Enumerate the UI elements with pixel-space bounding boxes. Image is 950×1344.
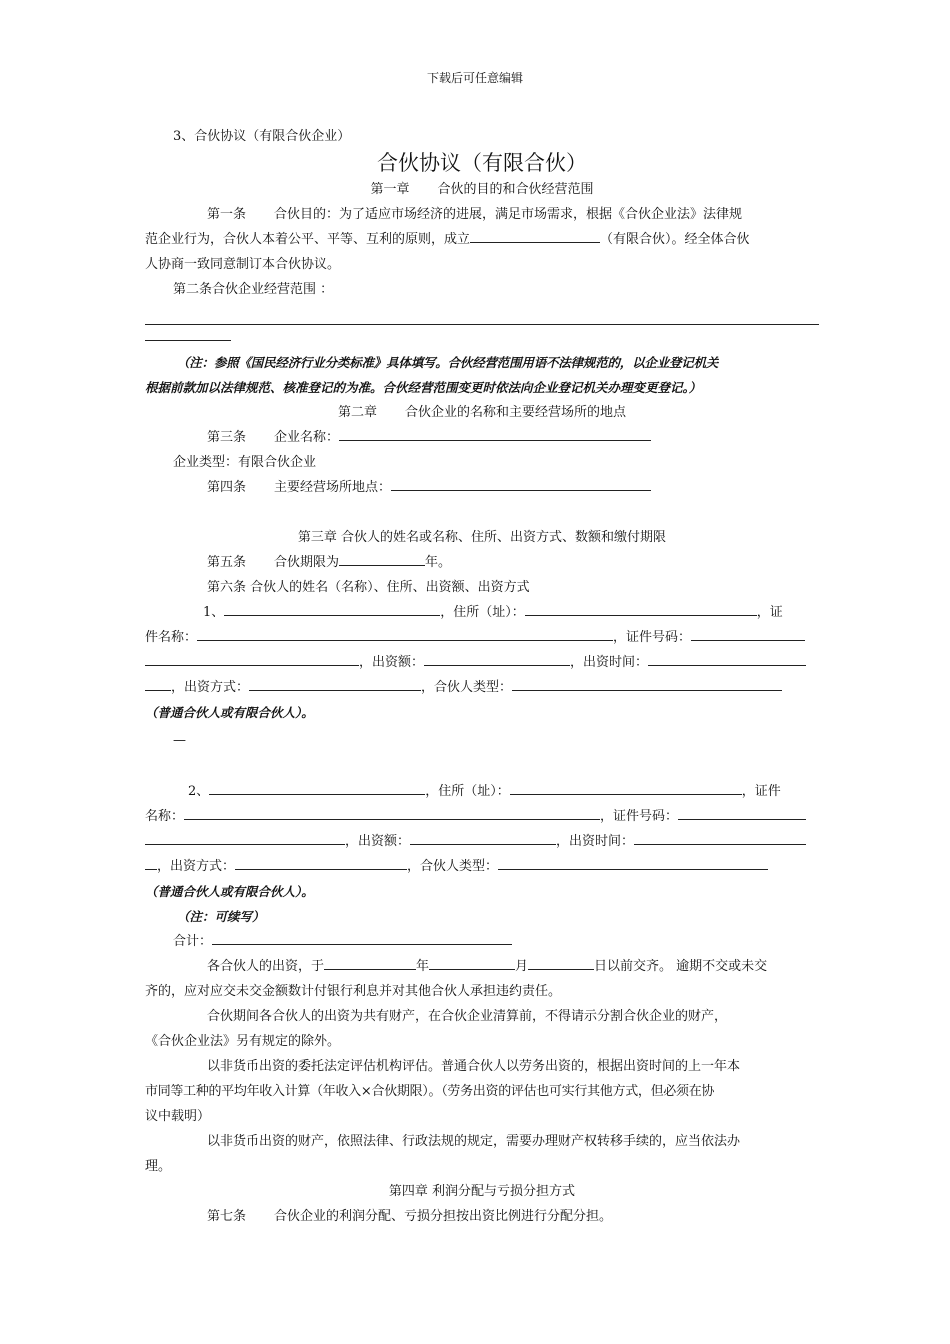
note-1-line-1: （注：参照《国民经济行业分类标准》具体填写。合伙经营范围用语不法律规范的，以企业登记机关 bbox=[177, 355, 719, 370]
partner-2-time-blank[interactable] bbox=[634, 830, 806, 845]
partner-2-line-2: 名称： ，证件号码： bbox=[145, 804, 819, 829]
partner-1-line-1: 1、 ，住所（址）： ，证 bbox=[145, 600, 819, 625]
partner-2-method-blank[interactable] bbox=[235, 855, 407, 870]
section-label: 3、合伙协议（有限合伙企业） bbox=[173, 129, 351, 144]
partner-1-type-note: （普通合伙人或有限合伙人）。 bbox=[145, 705, 314, 720]
partnership-name-blank[interactable] bbox=[470, 228, 600, 243]
eval-line-2: 市同等工种的平均年收入计算（年收入×合伙期限）。（劳务出资的评估也可实行其他方式，但必须在协 bbox=[145, 1084, 715, 1099]
business-address-blank[interactable] bbox=[391, 476, 651, 491]
term-years-blank[interactable] bbox=[339, 551, 425, 566]
article-1-line-2: 范企业行为，合伙人本着公平、平等、互利的原则，成立 （有限合伙）。经全体合伙 bbox=[145, 227, 819, 252]
business-scope-blank-2[interactable] bbox=[145, 325, 819, 350]
total-line: 合计： bbox=[145, 929, 819, 954]
partner-2-type-blank[interactable] bbox=[498, 855, 768, 870]
enterprise-type: 企业类型：有限合伙企业 bbox=[173, 455, 317, 470]
article-6: 第六条 合伙人的姓名（名称）、住所、出资额、出资方式 bbox=[207, 580, 530, 595]
property-line-1: 合伙期间各合伙人的出资为共有财产，在合伙企业清算前，不得请示分割合伙企业的财产， bbox=[207, 1009, 728, 1024]
page-header: 下载后可任意编辑 bbox=[426, 71, 523, 85]
partner-1-method-blank[interactable] bbox=[249, 676, 421, 691]
note-1-line-2: 根据前款加以法律规范、核准登记的为准。合伙经营范围变更时依法向企业登记机关办理变更登记。） bbox=[145, 380, 702, 395]
article-4: 第四条 主要经营场所地点： bbox=[145, 475, 819, 500]
article-1-line-3: 人协商一致同意制订本合伙协议。 bbox=[145, 257, 341, 272]
eval-line-1: 以非货币出资的委托法定评估机构评估。普通合伙人以劳务出资的，根据出资时间的上一年本 bbox=[207, 1059, 741, 1074]
total-blank[interactable] bbox=[212, 930, 512, 945]
partner-1-name-blank[interactable] bbox=[224, 601, 440, 616]
pay-year-blank[interactable] bbox=[324, 955, 416, 970]
partner-1-cert-no-blank[interactable] bbox=[691, 626, 805, 641]
article-5: 第五条 合伙期限为 年。 bbox=[145, 550, 819, 575]
transfer-line-2: 理。 bbox=[145, 1159, 172, 1174]
partner-2-amount-blank[interactable] bbox=[410, 830, 556, 845]
business-scope-blank[interactable] bbox=[145, 302, 819, 325]
partner-1-cert-no-blank-2[interactable] bbox=[145, 651, 359, 666]
article-1-line-1: 第一条 合伙目的：为了适应市场经济的进展，满足市场需求，根据《合伙企业法》法律规 bbox=[207, 207, 743, 222]
partner-1-address-blank[interactable] bbox=[525, 601, 757, 616]
partner-2-type-note: （普通合伙人或有限合伙人）。 bbox=[145, 884, 314, 899]
partner-1-time-blank-2[interactable] bbox=[145, 676, 171, 691]
partner-1-line-3: ，出资额： ，出资时间： bbox=[145, 650, 819, 675]
chapter-1-heading: 第一章 合伙的目的和合伙经营范围 bbox=[370, 182, 594, 197]
partner-1-cert-name-blank[interactable] bbox=[197, 626, 613, 641]
chapter-2-heading: 第二章 合伙企业的名称和主要经营场所的地点 bbox=[337, 405, 627, 420]
partner-2-cert-name-blank[interactable] bbox=[184, 805, 600, 820]
partner-2-line-1: 2、 ，住所（址）： ，证件 bbox=[145, 779, 819, 804]
partner-1-amount-blank[interactable] bbox=[424, 651, 570, 666]
chapter-3-heading: 第三章 合伙人的姓名或名称、住所、出资方式、数额和缴付期限 bbox=[297, 530, 667, 545]
transfer-line-1: 以非货币出资的财产，依照法律、行政法规的规定，需要办理财产权转移手续的，应当依法办 bbox=[207, 1134, 741, 1149]
partner-2-time-blank-2[interactable] bbox=[145, 855, 157, 870]
article-3: 第三条 企业名称： bbox=[145, 425, 819, 450]
property-line-2: 《合伙企业法》另有规定的除外。 bbox=[145, 1034, 341, 1049]
partner-2-cert-no-blank-2[interactable] bbox=[145, 830, 345, 845]
partner-1-time-blank[interactable] bbox=[648, 651, 806, 666]
partner-2-line-4: ，出资方式： ，合伙人类型： bbox=[145, 854, 819, 879]
payment-line-2: 齐的，应对应交未交金额数计付银行利息并对其他合伙人承担违约责任。 bbox=[145, 984, 562, 999]
chapter-4-heading: 第四章 利润分配与亏损分担方式 bbox=[388, 1184, 576, 1199]
enterprise-name-blank[interactable] bbox=[339, 426, 651, 441]
note-2: （注：可续写） bbox=[177, 909, 265, 924]
partner-1-type-blank[interactable] bbox=[512, 676, 782, 691]
payment-line-1: 各合伙人的出资，于 年 月 日以前交齐。 逾期不交或未交 bbox=[145, 954, 819, 979]
partner-2-line-3: ，出资额： ，出资时间： bbox=[145, 829, 819, 854]
article-2: 第二条合伙企业经营范围 ： bbox=[173, 282, 334, 297]
partner-2-name-blank[interactable] bbox=[209, 780, 425, 795]
dash: — bbox=[173, 733, 186, 748]
partner-2-cert-no-blank[interactable] bbox=[678, 805, 806, 820]
document-title: 合伙协议（有限合伙） bbox=[377, 151, 587, 175]
document-body bbox=[145, 124, 819, 1229]
pay-month-blank[interactable] bbox=[429, 955, 515, 970]
partner-1-line-2: 件名称： ，证件号码： bbox=[145, 625, 819, 650]
pay-day-blank[interactable] bbox=[528, 955, 594, 970]
partner-2-address-blank[interactable] bbox=[510, 780, 742, 795]
partner-1-line-4: ，出资方式： ，合伙人类型： bbox=[145, 675, 819, 700]
eval-line-3: 议中载明） bbox=[145, 1109, 211, 1124]
article-7: 第七条 合伙企业的利润分配、亏损分担按出资比例进行分配分担。 bbox=[207, 1209, 613, 1224]
